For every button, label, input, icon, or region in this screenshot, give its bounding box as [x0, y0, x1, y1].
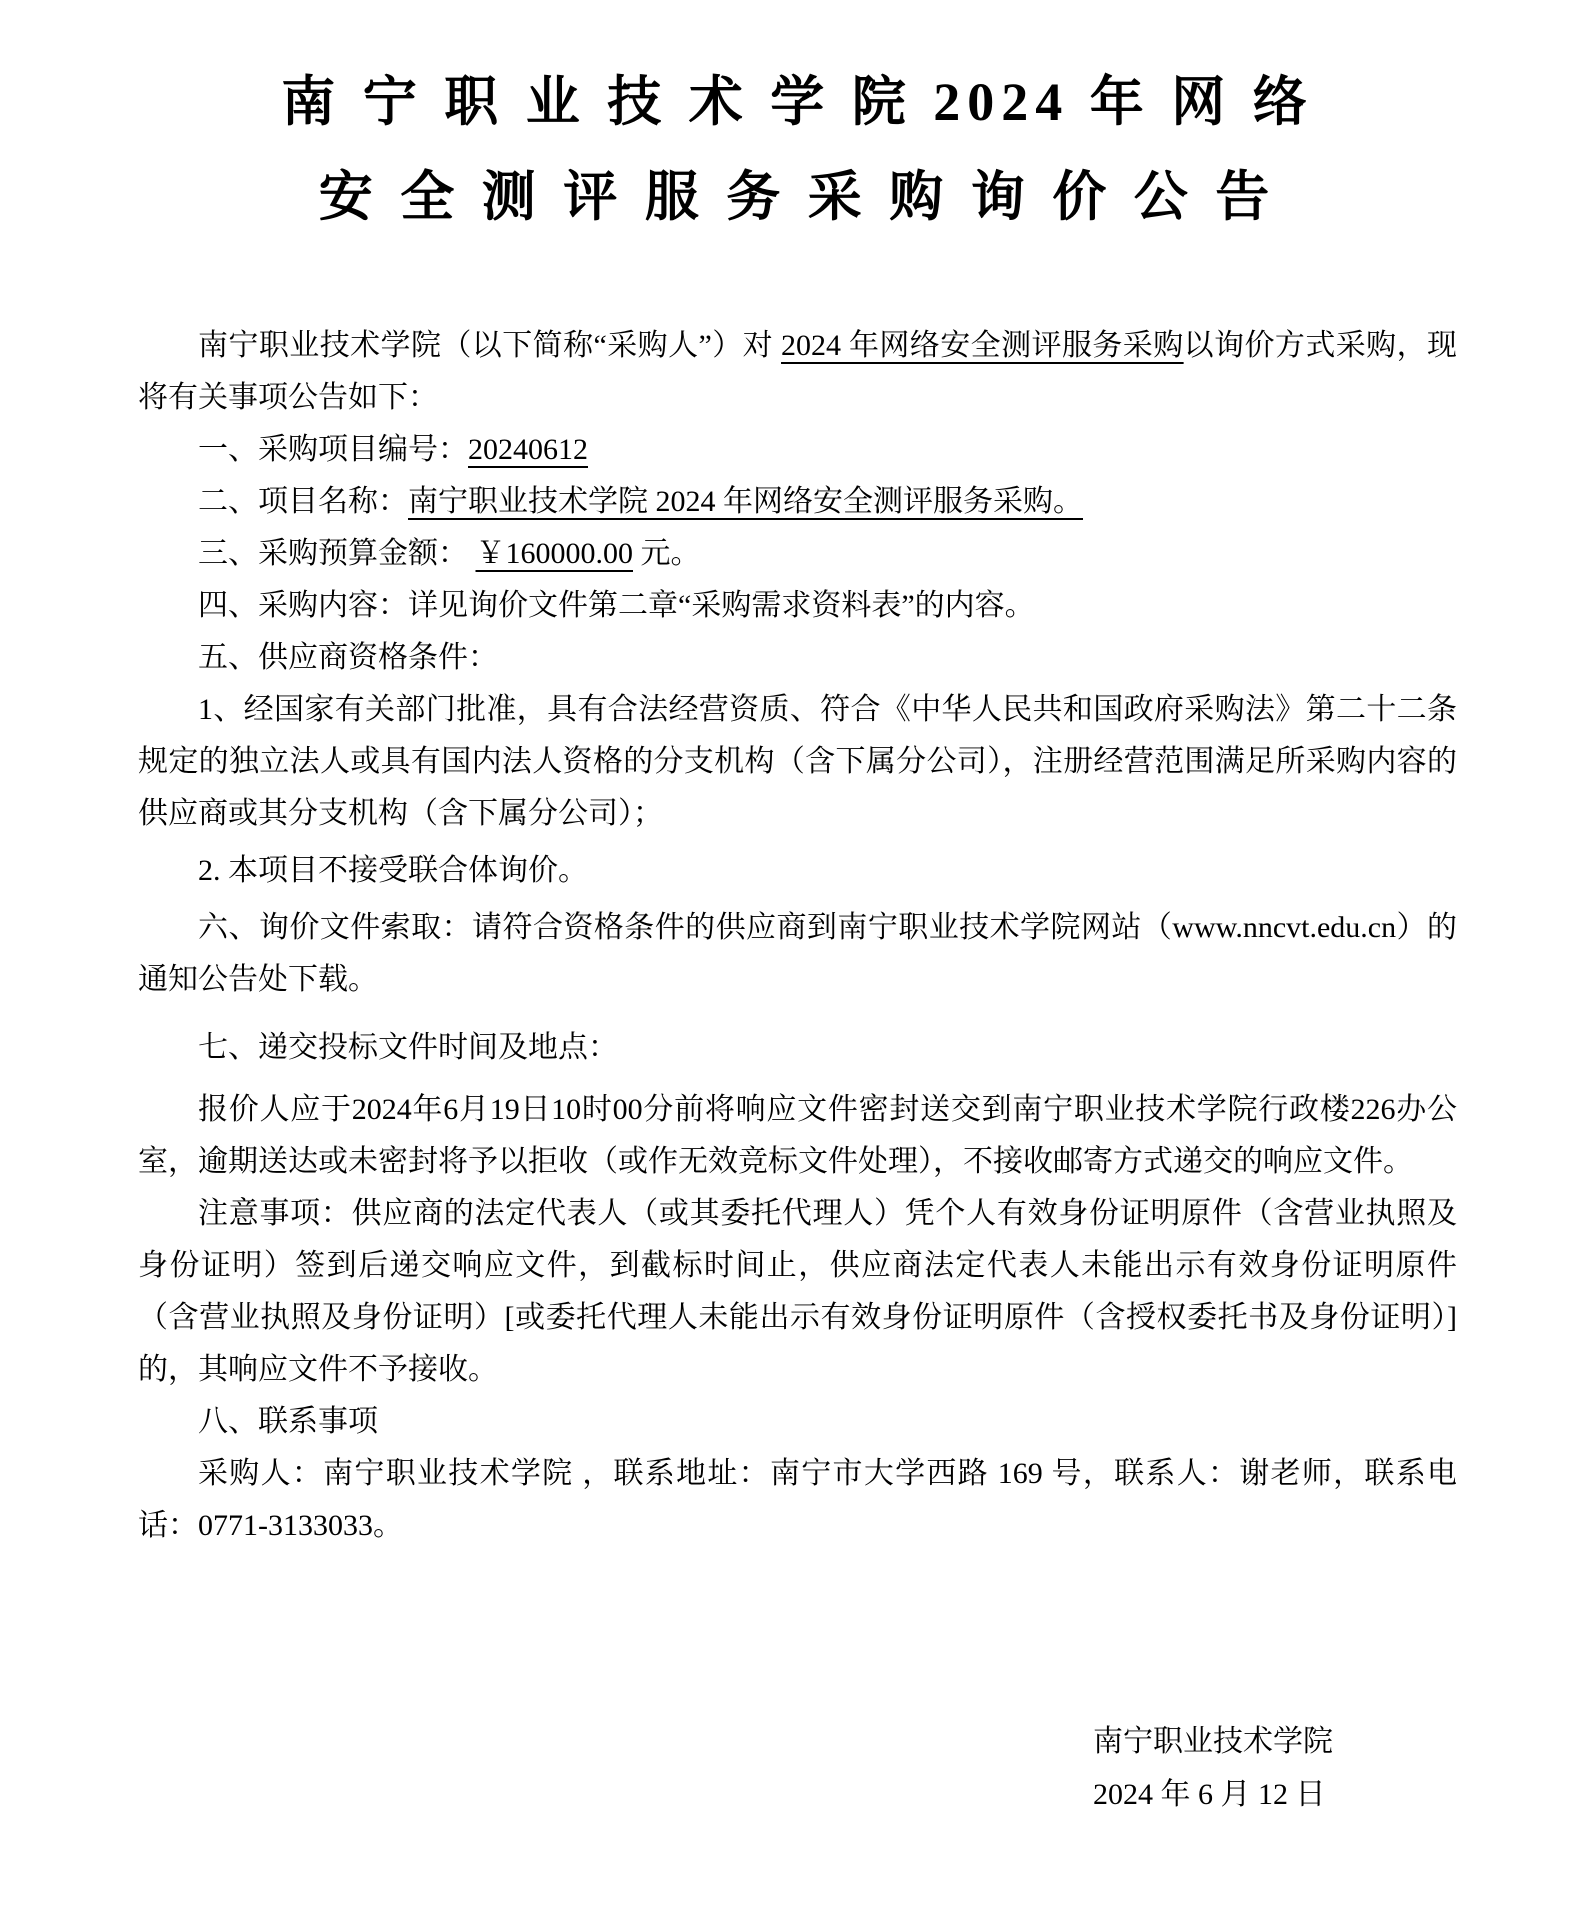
document-title: [138, 55, 1457, 245]
paragraph: [138, 902, 1457, 1006]
text-run: 采购人：南宁职业技术学院 ，联系地址：南宁市大学西路 169 号，联系人：谢老师，联系电话：0771-3133033。: [138, 1457, 1457, 1542]
underlined-text: 2024 年网络安全测评服务采购: [781, 329, 1184, 362]
text-run: 元。: [633, 537, 701, 570]
text-run: 以询价方式采购，现将有关事项公告如下：: [138, 329, 1458, 414]
text-run: 二、项目名称：: [198, 485, 408, 518]
paragraph: [138, 580, 1457, 632]
paragraph: [138, 1188, 1457, 1396]
text-run: 四、采购内容：详见询价文件第二章“采购需求资料表”的内容。: [198, 589, 1035, 622]
text-run: 1、经国家有关部门批准，具有合法经营资质、符合《中华人民共和国政府采购法》第二十二条规定的独立法人或具有国内法人资格的分支机构（含下属分公司），注册经营范围满足所采购内容的供应商或其分支机构（含下属分公司）；: [138, 693, 1457, 830]
signature-org: 南宁职业技术学院: [1093, 1725, 1333, 1758]
underlined-text: 南宁职业技术学院 2024 年网络安全测评服务采购。: [408, 485, 1083, 518]
text-run: 七、递交投标文件时间及地点：: [198, 1031, 618, 1064]
text-run: 八、联系事项: [198, 1405, 378, 1438]
text-run: 2. 本项目不接受联合体询价。: [198, 854, 588, 887]
paragraph: [138, 476, 1457, 528]
paragraph: [138, 632, 1457, 684]
signature-date: 2024 年 6 月 12 日: [1093, 1778, 1326, 1811]
paragraph: [138, 1448, 1457, 1552]
paragraph: [138, 1084, 1457, 1188]
text-run: 注意事项：供应商的法定代表人（或其委托代理人）凭个人有效身份证明原件（含营业执照及身份证明）签到后递交响应文件，到截标时间止，供应商法定代表人未能出示有效身份证明原件（含营业执照及身份证明）[或委托代理人未能出示有效身份证明原件（含授权委托书及身份证明）]的，其响应文件不予接收。: [138, 1197, 1457, 1386]
paragraph: [138, 424, 1457, 476]
paragraph: [138, 684, 1457, 840]
title-line-1: 南 宁 职 业 技 术 学 院 2024 年 网 络: [281, 72, 1314, 132]
text-run: 六、询价文件索取：请符合资格条件的供应商到南宁职业技术学院网站（www.nncvt.edu.cn）的通知公告处下载。: [138, 911, 1457, 996]
text-run: 一、采购项目编号：: [198, 433, 468, 466]
document-body: [138, 320, 1457, 1552]
title-line-2: 安 全 测 评 服 务 采 购 询 价 公 告: [318, 167, 1277, 227]
paragraph: [138, 1022, 1457, 1074]
paragraph: [138, 1396, 1457, 1448]
text-run: 三、采购预算金额：: [198, 537, 476, 570]
text-run: 报价人应于2024年6月19日10时00分前将响应文件密封送交到南宁职业技术学院行政楼226办公室，逾期送达或未密封将予以拒收（或作无效竞标文件处理），不接收邮寄方式递交的响应文件。: [138, 1093, 1457, 1178]
signature-block: [1093, 1715, 1457, 1821]
underlined-text: ￥160000.00: [475, 537, 633, 570]
paragraph: [138, 528, 1457, 580]
paragraph: [138, 845, 1457, 897]
underlined-text: 20240612: [468, 433, 588, 466]
paragraph: [138, 320, 1457, 424]
text-run: 五、供应商资格条件：: [198, 641, 498, 674]
text-run: 南宁职业技术学院（以下简称“采购人”）对: [198, 329, 782, 362]
